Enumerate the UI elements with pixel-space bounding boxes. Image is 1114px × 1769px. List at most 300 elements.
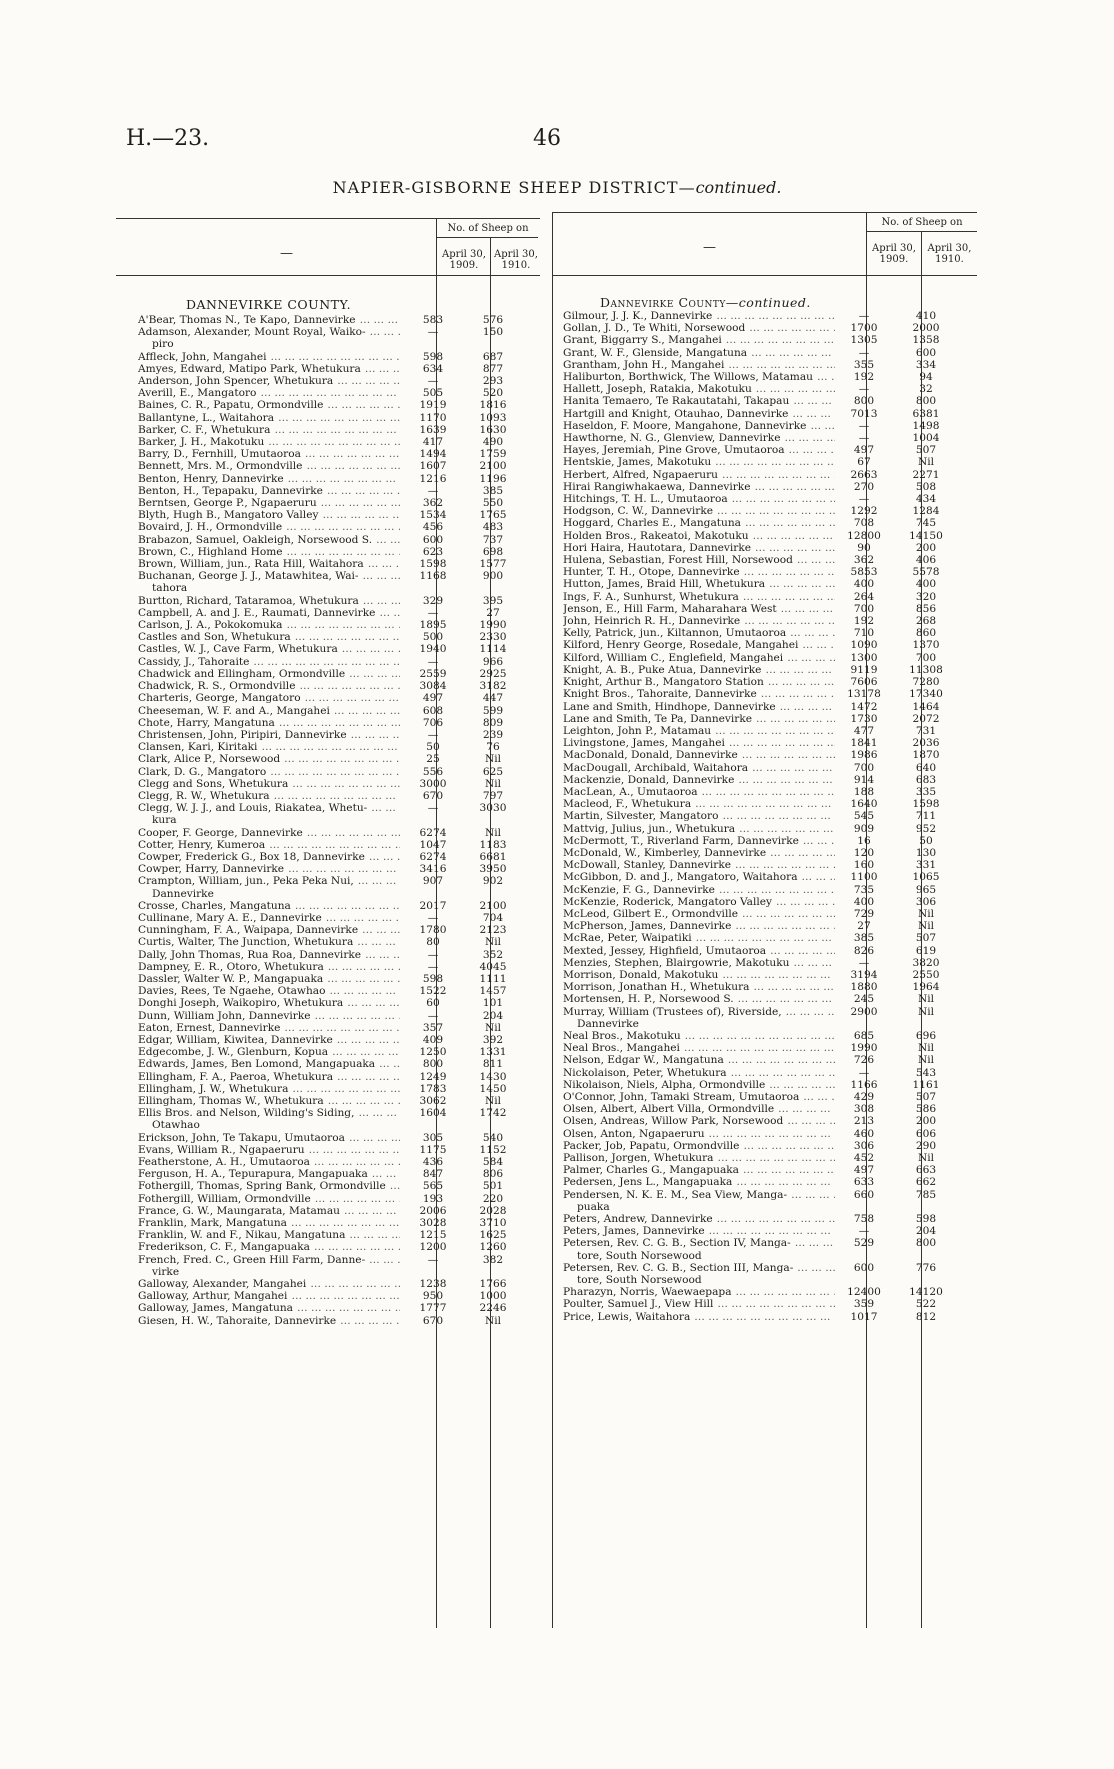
- sheep-count-1910: 1260: [479, 1241, 507, 1254]
- sheep-count-1909: 1990: [850, 1042, 878, 1055]
- owner-name: Nelson, Edgar W., Mangatuna … … … … … … … … … … …: [563, 1054, 835, 1066]
- sheep-count-1909: 660: [853, 1188, 875, 1201]
- owner-name: Barry, D., Fernhill, Umutaoroa … … … … … … … … … … …: [138, 448, 400, 460]
- sheep-count-1909: 500: [422, 631, 444, 644]
- sheep-count-1910: 522: [915, 1298, 937, 1311]
- sheep-count-1910: 239: [482, 728, 504, 741]
- sheep-count-1909: 1640: [850, 798, 878, 811]
- table-row: [563, 786, 975, 798]
- sheep-count-1910: 4045: [479, 960, 507, 973]
- sheep-count-1910: Nil: [917, 920, 935, 933]
- owner-name: Haliburton, Borthwick, The Willows, Matamau … … … … … … … … … … …: [563, 371, 835, 383]
- sheep-count-1909: 306: [853, 1139, 875, 1152]
- owner-name-continued: virke: [152, 1265, 180, 1278]
- sheep-count-1910: 27: [486, 606, 500, 619]
- owner-name: Hodgson, C. W., Dannevirke … … … … … … … … … … …: [563, 505, 835, 517]
- sheep-count-1910: 860: [915, 627, 937, 640]
- table-row: [563, 493, 975, 505]
- owner-name-continued: Dannevirke: [577, 1017, 639, 1030]
- owner-name: MacLean, A., Umutaoroa … … … … … … … … … … …: [563, 786, 835, 798]
- sheep-count-1909: 1200: [419, 1241, 447, 1254]
- sheep-count-1909: 1700: [850, 322, 878, 335]
- owner-name: Cowper, Frederick G., Box 18, Dannevirke … … … … … … … … … … …: [138, 851, 400, 863]
- table-row: [563, 713, 975, 725]
- sheep-count-1910: Nil: [484, 753, 502, 766]
- sheep-count-1909: —: [427, 960, 439, 973]
- sheep-count-1909: 3416: [419, 863, 447, 876]
- table-row: [563, 725, 975, 737]
- owner-name: Mexted, Jessey, Highfield, Umutaoroa … … … … … … … … … … …: [563, 945, 835, 957]
- owner-name: Lane and Smith, Hindhope, Dannevirke … … … … … … … … … … …: [563, 701, 835, 713]
- sheep-count-1910: 130: [915, 846, 937, 859]
- owner-name: Olsen, Anton, Ngapaeruru … … … … … … … … … … …: [563, 1128, 835, 1140]
- sheep-count-1910: 2246: [479, 1302, 507, 1315]
- sheep-count-1910: 2072: [912, 712, 940, 725]
- sheep-count-1910: 268: [915, 615, 937, 628]
- owner-name: Menzies, Stephen, Blairgowrie, Makotuku … … … … … … … … … … …: [563, 957, 835, 969]
- sheep-count-1909: 706: [422, 716, 444, 729]
- sheep-count-1909: 1249: [419, 1070, 447, 1083]
- sheep-count-1909: —: [427, 1009, 439, 1022]
- table-row: [563, 1262, 975, 1286]
- sheep-count-1909: 2559: [419, 667, 447, 680]
- owner-name: Charteris, George, Mangatoro … … … … … … … … … … …: [138, 692, 400, 704]
- sheep-count-1909: 529: [853, 1237, 875, 1250]
- owner-name: Jenson, E., Hill Farm, Maharahara West … … … … … … … … … … …: [563, 603, 835, 615]
- owner-name: McLeod, Gilbert E., Ormondville … … … … … … … … … … …: [563, 908, 835, 920]
- group-rule-left: [436, 237, 538, 238]
- sheep-count-1909: —: [427, 1253, 439, 1266]
- owner-name: McRae, Peter, Waipatiki … … … … … … … … … … …: [563, 932, 835, 944]
- sheep-count-1910: 2036: [912, 737, 940, 750]
- table-row: [138, 1156, 530, 1168]
- table-row: [563, 908, 975, 920]
- table-row: [563, 334, 975, 346]
- sheep-count-1909: 2900: [850, 1005, 878, 1018]
- sheep-count-1910: 14150: [909, 529, 943, 542]
- sheep-count-1910: 1457: [479, 985, 507, 998]
- sheep-count-1910: 797: [482, 789, 504, 802]
- table-row: [563, 810, 975, 822]
- table-row: [563, 359, 975, 371]
- table-row: [563, 676, 975, 688]
- sheep-count-1910: 1358: [912, 334, 940, 347]
- sheep-count-1909: 188: [853, 785, 875, 798]
- sheep-count-1909: 12800: [847, 529, 881, 542]
- owner-name: Benton, Henry, Dannevirke … … … … … … … … … … …: [138, 473, 400, 485]
- sheep-count-1910: 640: [915, 761, 937, 774]
- sheep-count-1910: 2925: [479, 667, 507, 680]
- table-row: [563, 859, 975, 871]
- owner-name: Knight, A. B., Puke Atua, Dannevirke … … … … … … … … … … …: [563, 664, 835, 676]
- owner-name: Chote, Harry, Mangatuna … … … … … … … … … … …: [138, 717, 400, 729]
- owner-name: Pharazyn, Norris, Waewaepapa … … … … … … … … … … …: [563, 1286, 835, 1298]
- sheep-count-1909: 729: [853, 907, 875, 920]
- sheep-count-1909: 67: [857, 456, 871, 469]
- sheep-count-1910: 576: [482, 314, 504, 326]
- owner-name: Crosse, Charles, Mangatuna … … … … … … … … … … …: [138, 900, 400, 912]
- table-row: [563, 762, 975, 774]
- sheep-count-1910: 966: [482, 655, 504, 668]
- sheep-count-1909: —: [427, 911, 439, 924]
- owner-name-continued: piro: [152, 338, 174, 351]
- sheep-count-1909: 545: [853, 810, 875, 823]
- sheep-count-1910: 540: [482, 1131, 504, 1144]
- table-row: [563, 1042, 975, 1054]
- owner-name: Nickolaison, Peter, Whetukura … … … … … … … … … … …: [563, 1067, 835, 1079]
- sheep-count-1910: 1196: [479, 472, 507, 485]
- table-row: [138, 1071, 530, 1083]
- sheep-count-1910: 3710: [479, 1217, 507, 1230]
- owner-name: Dassler, Walter W. P., Mangapuaka … … … … … … … … … … …: [138, 973, 400, 985]
- sheep-count-1909: 670: [422, 789, 444, 802]
- table-row: [563, 517, 975, 529]
- table-row: [138, 1290, 530, 1302]
- table-row: [563, 1286, 975, 1298]
- owner-name: Amyes, Edward, Matipo Park, Whetukura … … … … … … … … … … …: [138, 363, 400, 375]
- table-row: [563, 371, 975, 383]
- sheep-count-1909: 800: [853, 395, 875, 408]
- sheep-count-1909: 192: [853, 371, 875, 384]
- owner-name: Peters, Andrew, Dannevirke … … … … … … … … … … …: [563, 1213, 835, 1225]
- table-row: [563, 1128, 975, 1140]
- table-row: [138, 1315, 530, 1327]
- sheep-count-1909: 700: [853, 602, 875, 615]
- sheep-count-1910: Nil: [917, 1042, 935, 1055]
- header-bottom-rule-right: [553, 275, 977, 276]
- sheep-count-1910: 737: [482, 533, 504, 546]
- table-row: [138, 436, 530, 448]
- sheep-count-1909: 400: [853, 895, 875, 908]
- owner-name: French, Fred. C., Green Hill Farm, Danne- … … … … … … … … … … …: [138, 1254, 400, 1266]
- table-row: [138, 351, 530, 363]
- sheep-count-1910: 334: [915, 358, 937, 371]
- sheep-count-1910: 32: [919, 383, 933, 396]
- sheep-count-1909: 1494: [419, 448, 447, 461]
- sheep-count-1910: 1004: [912, 432, 940, 445]
- sheep-count-1909: 700: [853, 761, 875, 774]
- sheep-count-1909: 1730: [850, 712, 878, 725]
- table-row: [563, 1225, 975, 1237]
- owner-name: Clegg and Sons, Whetukura … … … … … … … … … … …: [138, 778, 400, 790]
- table-row: [138, 509, 530, 521]
- header-col2-left: April 30, 1910.: [494, 249, 538, 271]
- table-row: [138, 1022, 530, 1034]
- sheep-count-1909: —: [858, 493, 870, 506]
- owner-name: Curtis, Walter, The Junction, Whetukura … … … … … … … … … … …: [138, 936, 400, 948]
- table-row: [563, 664, 975, 676]
- sheep-count-1910: 900: [482, 570, 504, 583]
- header-dash-left: —: [280, 246, 293, 261]
- sheep-count-1910: 447: [482, 692, 504, 705]
- owner-name: Macleod, F., Whetukura … … … … … … … … … … …: [563, 798, 835, 810]
- owner-name: Fothergill, Thomas, Spring Bank, Ormondville … … … … … … … … … … …: [138, 1180, 400, 1192]
- sheep-count-1910: 812: [915, 1310, 937, 1323]
- sheep-count-1909: 9119: [850, 663, 878, 676]
- owner-name: Kilford, Henry George, Rosedale, Mangahei … … … … … … … … … … …: [563, 639, 835, 651]
- header-group-right: No. of Sheep on: [881, 217, 963, 228]
- sheep-count-1910: 1766: [479, 1278, 507, 1291]
- sheep-count-1909: 726: [853, 1054, 875, 1067]
- sheep-count-1910: 683: [915, 773, 937, 786]
- sheep-count-1910: 507: [915, 932, 937, 945]
- owner-name: Hoggard, Charles E., Mangatuna … … … … … … … … … … …: [563, 517, 835, 529]
- sheep-count-1910: Nil: [484, 936, 502, 949]
- page-number: 46: [533, 126, 561, 151]
- sheep-count-1909: 362: [853, 554, 875, 567]
- table-row: [138, 326, 530, 350]
- sheep-count-1909: 2017: [419, 899, 447, 912]
- sheep-count-1910: 508: [915, 480, 937, 493]
- sheep-count-1909: 50: [426, 741, 440, 754]
- sheep-count-1909: 1895: [419, 619, 447, 632]
- owner-name: Grant, W. F., Glenside, Mangatuna … … … … … … … … … … …: [563, 347, 835, 359]
- owner-name: Brabazon, Samuel, Oakleigh, Norsewood S. … … … … … … … … … … …: [138, 534, 400, 546]
- owner-name-continued: tore, South Norsewood: [577, 1249, 702, 1262]
- owner-name: Chadwick and Ellingham, Ormondville … … … … … … … … … … …: [138, 668, 400, 680]
- sheep-count-1910: Nil: [917, 1005, 935, 1018]
- sheep-count-1909: 193: [422, 1192, 444, 1205]
- sheep-count-1910: 800: [915, 1237, 937, 1250]
- sheep-count-1909: 27: [857, 920, 871, 933]
- sheep-count-1910: Nil: [484, 777, 502, 790]
- sheep-count-1909: 1175: [419, 1143, 447, 1156]
- header-bottom-rule-left: [116, 275, 540, 276]
- table-row: [138, 558, 530, 570]
- sheep-count-1909: 13178: [847, 688, 881, 701]
- table-row: [563, 444, 975, 456]
- owner-name: Chadwick, R. S., Ormondville … … … … … … … … … … …: [138, 680, 400, 692]
- table-row: [138, 485, 530, 497]
- table-row: [563, 993, 975, 1005]
- sheep-count-1909: 623: [422, 545, 444, 558]
- table-row: [563, 383, 975, 395]
- table-row: [138, 546, 530, 558]
- owner-name: Hutton, James, Braid Hill, Whetukura … … … … … … … … … … …: [563, 578, 835, 590]
- table-row: [138, 314, 530, 326]
- table-row: [138, 497, 530, 509]
- sheep-count-1910: 902: [482, 875, 504, 888]
- table-row: [138, 1168, 530, 1180]
- sheep-count-1910: Nil: [484, 826, 502, 839]
- owner-name: Franklin, Mark, Mangatuna … … … … … … … … … … …: [138, 1217, 400, 1229]
- table-row: [563, 945, 975, 957]
- sheep-count-1910: 2550: [912, 968, 940, 981]
- sheep-count-1910: Nil: [917, 1054, 935, 1067]
- owner-name: Adamson, Alexander, Mount Royal, Waiko- … … … … … … … … … … …: [138, 326, 400, 338]
- owner-name: Berntsen, George P., Ngapaeruru … … … … … … … … … … …: [138, 497, 400, 509]
- sheep-count-1909: 477: [853, 724, 875, 737]
- header-col2-right: April 30, 1910.: [927, 243, 972, 265]
- sheep-count-1909: 359: [853, 1298, 875, 1311]
- sheep-count-1909: 355: [853, 358, 875, 371]
- owner-name: Ellingham, F. A., Paeroa, Whetukura … … … … … … … … … … …: [138, 1071, 400, 1083]
- owner-name: Davies, Rees, Te Ngaehe, Otawhao … … … … … … … … … … …: [138, 985, 400, 997]
- sheep-count-1909: 3062: [419, 1095, 447, 1107]
- table-row: [138, 961, 530, 973]
- county-heading-left: DANNEVIRKE COUNTY.: [186, 297, 352, 312]
- sheep-count-1910: 1114: [479, 643, 507, 656]
- sheep-count-1910: 1990: [479, 619, 507, 632]
- sheep-count-1909: 1238: [419, 1278, 447, 1291]
- owner-name: McDermott, T., Riverland Farm, Dannevirke … … … … … … … … … … …: [563, 835, 835, 847]
- sheep-count-1909: 329: [422, 594, 444, 607]
- sheep-count-1909: 1639: [419, 423, 447, 436]
- table-row: [138, 656, 530, 668]
- sheep-count-1909: 264: [853, 590, 875, 603]
- owner-name: Dally, John Thomas, Rua Roa, Dannevirke … … … … … … … … … … …: [138, 949, 400, 961]
- table-row: [563, 505, 975, 517]
- sheep-count-1909: 950: [422, 1290, 444, 1303]
- sheep-count-1909: 1777: [419, 1302, 447, 1315]
- owner-name: McGibbon, D. and J., Mangatoro, Waitahora … … … … … … … … … … …: [563, 871, 835, 883]
- table-row: [563, 481, 975, 493]
- table-row: [563, 737, 975, 749]
- sheep-count-1910: 293: [482, 375, 504, 388]
- table-row: [138, 936, 530, 948]
- owner-name-continued: puaka: [577, 1200, 610, 1213]
- owner-name: Lane and Smith, Te Pa, Dannevirke … … … … … … … … … … …: [563, 713, 835, 725]
- sheep-count-1910: 600: [915, 346, 937, 359]
- owner-name: Morrison, Jonathan H., Whetukura … … … … … … … … … … …: [563, 981, 835, 993]
- table-row: [563, 1152, 975, 1164]
- sheep-count-1909: 914: [853, 773, 875, 786]
- table-row: [138, 924, 530, 936]
- sheep-count-1909: 120: [853, 846, 875, 859]
- sheep-count-1910: 598: [915, 1213, 937, 1226]
- owner-name: MacDonald, Donald, Dannevirke … … … … … … … … … … …: [563, 749, 835, 761]
- table-row: [563, 1164, 975, 1176]
- sheep-count-1909: 452: [853, 1152, 875, 1165]
- sheep-count-1909: 670: [422, 1314, 444, 1327]
- sheep-count-1909: 600: [853, 1261, 875, 1274]
- sheep-count-1909: —: [858, 956, 870, 969]
- owner-name: Grantham, John H., Mangahei … … … … … … … … … … …: [563, 359, 835, 371]
- table-row: [138, 802, 530, 826]
- table-row: [138, 973, 530, 985]
- sheep-count-1910: 2271: [912, 468, 940, 481]
- table-row: [138, 1180, 530, 1192]
- sheep-count-1909: 417: [422, 436, 444, 449]
- table-row: [563, 920, 975, 932]
- owner-name: Bovaird, J. H., Ormondville … … … … … … … … … … …: [138, 521, 400, 533]
- sheep-count-1909: 245: [853, 993, 875, 1006]
- sheep-count-1909: 1168: [419, 570, 447, 583]
- table-row: [138, 1132, 530, 1144]
- sheep-count-1910: 2000: [912, 322, 940, 335]
- sheep-count-1910: 550: [482, 497, 504, 510]
- sheep-count-1910: 745: [915, 517, 937, 530]
- county-heading-right: [600, 295, 811, 310]
- owner-name: Cullinane, Mary A. E., Dannevirke … … … … … … … … … … …: [138, 912, 400, 924]
- owner-name: Kilford, William C., Englefield, Mangahei … … … … … … … … … … …: [563, 652, 835, 664]
- sheep-count-1909: —: [427, 802, 439, 815]
- owner-name: Blyth, Hugh B., Mangatoro Valley … … … … … … … … … … …: [138, 509, 400, 521]
- table-row: [563, 542, 975, 554]
- header-dash-right: —: [703, 240, 716, 255]
- owner-name: Hori Haira, Hautotara, Dannevirke … … … … … … … … … … …: [563, 542, 835, 554]
- sheep-count-1910: 204: [915, 1225, 937, 1238]
- table-row: [138, 985, 530, 997]
- sheep-count-1909: 160: [853, 859, 875, 872]
- owner-name: Petersen, Rev. C. G. B., Section III, Manga- … … … … … … … … … … …: [563, 1262, 835, 1274]
- sheep-count-1910: 1111: [479, 972, 507, 985]
- sheep-count-1910: 785: [915, 1188, 937, 1201]
- sheep-count-1910: 11308: [909, 663, 943, 676]
- sheep-count-1909: 1780: [419, 924, 447, 937]
- owner-name: O'Connor, John, Tamaki Stream, Umutaoroa … … … … … … … … … … …: [563, 1091, 835, 1103]
- table-row: [138, 534, 530, 546]
- title-continued: continued.: [695, 178, 782, 197]
- owner-name: Campbell, A. and J. E., Raumati, Dannevirke … … … … … … … … … … …: [138, 607, 400, 619]
- sheep-count-1909: 6274: [419, 826, 447, 839]
- owner-name: Nikolaison, Niels, Alpha, Ormondville … … … … … … … … … … …: [563, 1079, 835, 1091]
- owner-name: Peters, James, Dannevirke … … … … … … … … … … …: [563, 1225, 835, 1237]
- sheep-count-1909: 1100: [850, 871, 878, 884]
- owner-name: Galloway, James, Mangatuna … … … … … … … … … … …: [138, 1302, 400, 1314]
- owner-name: McDowall, Stanley, Dannevirke … … … … … … … … … … …: [563, 859, 835, 871]
- owner-name: Holden Bros., Rakeatoi, Makotuku … … … … … … … … … … …: [563, 530, 835, 542]
- sheep-count-1909: 1472: [850, 700, 878, 713]
- sheep-count-1910: 507: [915, 444, 937, 457]
- table-row: [563, 554, 975, 566]
- sheep-count-1909: 6274: [419, 850, 447, 863]
- sheep-count-1910: 965: [915, 883, 937, 896]
- owner-name: Mackenzie, Donald, Dannevirke … … … … … … … … … … …: [563, 774, 835, 786]
- table-row: [563, 1140, 975, 1152]
- owner-name: Kelly, Patrick, jun., Kiltannon, Umutaoroa … … … … … … … … … … …: [563, 627, 835, 639]
- owner-name-continued: Dannevirke: [152, 887, 214, 900]
- table-row: [563, 578, 975, 590]
- sheep-count-1910: 1370: [912, 639, 940, 652]
- owner-name: Ings, F. A., Sunhurst, Whetukura … … … … … … … … … … …: [563, 591, 835, 603]
- sheep-count-1909: 3028: [419, 1217, 447, 1230]
- owner-name: Knight Bros., Tahoraite, Dannevirke … … … … … … … … … … …: [563, 688, 835, 700]
- table-row: [138, 729, 530, 741]
- sheep-count-1910: 3950: [479, 863, 507, 876]
- sheep-count-1910: 352: [482, 948, 504, 961]
- owner-name: Gilmour, J. J. K., Dannevirke … … … … … … … … … … …: [563, 310, 835, 322]
- owner-name: Anderson, John Spencer, Whetukura … … … … … … … … … … …: [138, 375, 400, 387]
- sheep-count-1909: —: [427, 606, 439, 619]
- table-row: [563, 627, 975, 639]
- owner-name: MacDougall, Archibald, Waitahora … … … … … … … … … … …: [563, 762, 835, 774]
- sheep-count-1910: 1625: [479, 1229, 507, 1242]
- sheep-count-1910: 586: [915, 1103, 937, 1116]
- sheep-count-1910: 1577: [479, 558, 507, 571]
- sheep-count-1909: 565: [422, 1180, 444, 1193]
- owner-name: Pedersen, Jens L., Mangapuaka … … … … … … … … … … …: [563, 1176, 835, 1188]
- sheep-count-1909: 460: [853, 1127, 875, 1140]
- owner-name: Affleck, John, Mangahei … … … … … … … … … … …: [138, 351, 400, 363]
- table-row: [563, 932, 975, 944]
- sheep-count-1909: 1170: [419, 411, 447, 424]
- sheep-count-1909: —: [858, 419, 870, 432]
- sheep-count-1910: 625: [482, 765, 504, 778]
- table-row: [563, 847, 975, 859]
- sheep-count-1909: 436: [422, 1156, 444, 1169]
- sheep-count-1910: 1000: [479, 1290, 507, 1303]
- sheep-count-1909: 1522: [419, 985, 447, 998]
- table-row: [563, 1298, 975, 1310]
- owner-name: Clark, Alice P., Norsewood … … … … … … … … … … …: [138, 753, 400, 765]
- table-row: [563, 969, 975, 981]
- sheep-count-1910: 1870: [912, 749, 940, 762]
- table-row: [138, 460, 530, 472]
- table-row: [138, 778, 530, 790]
- sheep-count-1910: 395: [482, 594, 504, 607]
- sheep-count-1910: 1161: [912, 1078, 940, 1091]
